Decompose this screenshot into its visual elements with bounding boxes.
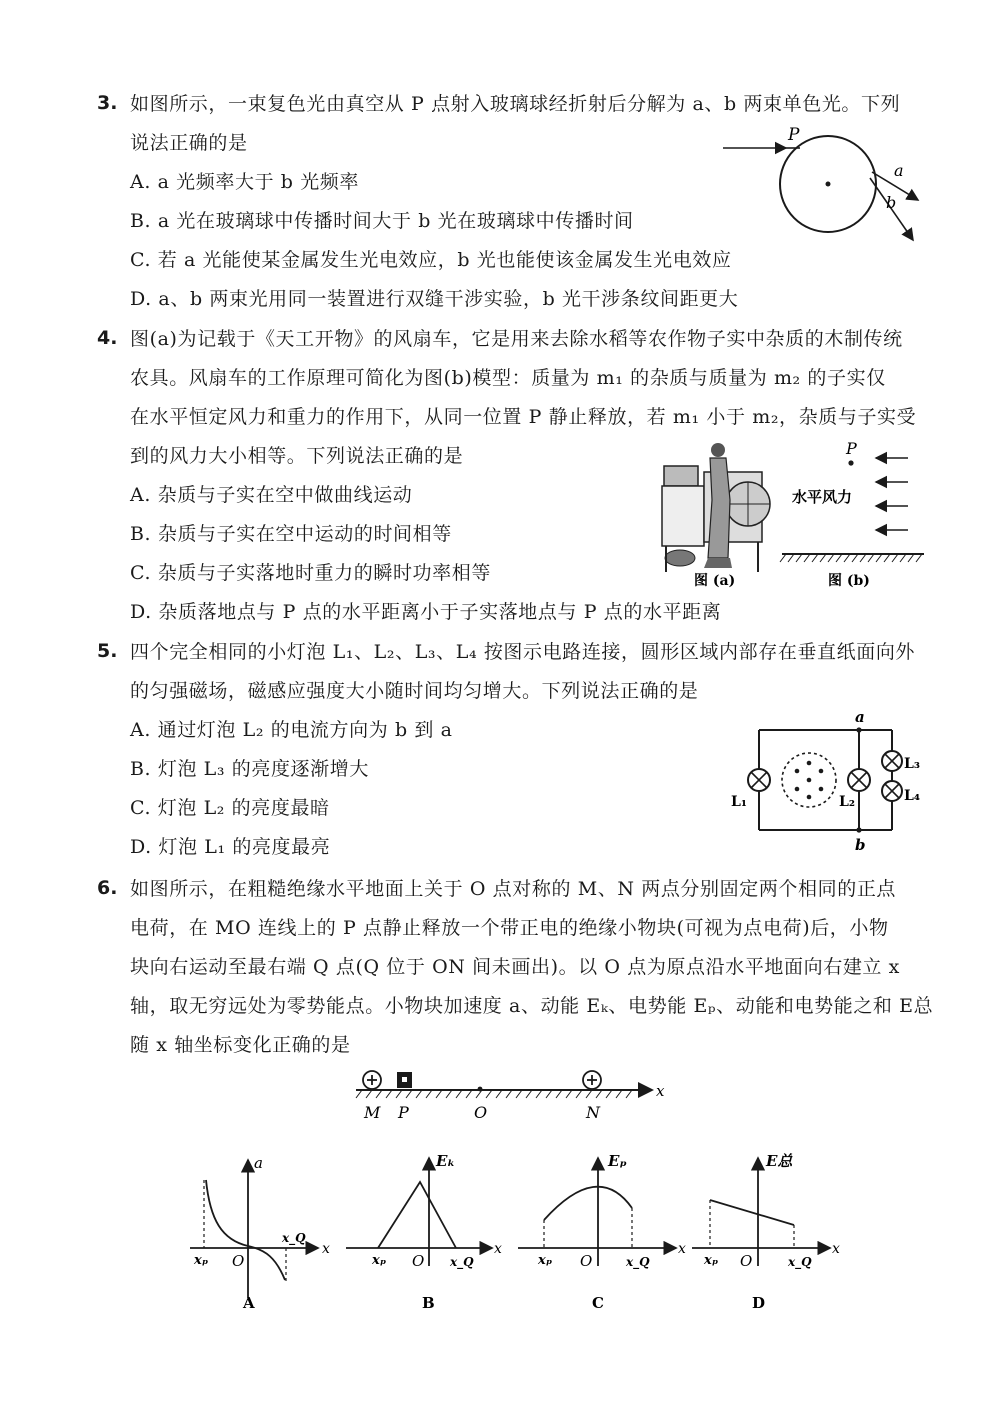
point-p-label: P xyxy=(398,1103,409,1122)
ray-a-label: a xyxy=(894,161,904,180)
question-6-number: 6. xyxy=(97,877,118,899)
question-3-option-d: D. a、b 两束光用同一装置进行双缝干涉实验，b 光干涉条纹间距更大 xyxy=(130,288,739,310)
figure-a-caption: 图 (a) xyxy=(694,573,736,589)
graph-c xyxy=(516,1150,686,1310)
question-3-stem-line-2: 说法正确的是 xyxy=(130,132,248,154)
question-3-option-a: A. a 光频率大于 b 光频率 xyxy=(130,171,360,193)
ray-b-label: b xyxy=(886,193,897,212)
node-a-label: a xyxy=(855,708,865,726)
graph-b-o-label: O xyxy=(412,1252,425,1270)
field-dots xyxy=(795,761,824,800)
origin-o-dot xyxy=(478,1087,483,1092)
point-m-label: M xyxy=(364,1103,381,1122)
question-3-glass-sphere-figure xyxy=(718,122,948,282)
figure-b-caption: 图 (b) xyxy=(828,573,870,589)
lamp-l3-label: L₃ xyxy=(904,756,920,772)
question-4-option-c: C. 杂质与子实落地时重力的瞬时功率相等 xyxy=(130,562,491,584)
block-at-p xyxy=(397,1072,412,1088)
graph-b-xq-label: x_Q xyxy=(450,1255,474,1269)
graph-d-curve xyxy=(710,1200,794,1225)
question-4-stem-line-2: 农具。风扇车的工作原理可简化为图(b)模型：质量为 m₁ 的杂质与质量为 m₂ 的子实仅 xyxy=(130,367,886,389)
question-6-charge-layout-figure xyxy=(352,1066,672,1126)
wind-label: 水平风力 xyxy=(792,488,853,506)
graph-d-y-label: E总 xyxy=(766,1152,793,1170)
lamp-l2 xyxy=(848,769,870,791)
graph-d xyxy=(690,1150,850,1310)
question-4-wind-model-figure-b xyxy=(778,439,928,589)
lamp-l1-label: L₁ xyxy=(731,794,747,810)
point-n-label: N xyxy=(586,1103,600,1122)
graph-a-x-label: x xyxy=(322,1241,330,1257)
question-5-number: 5. xyxy=(97,640,118,662)
question-4-winnower-figure-a xyxy=(658,440,778,589)
graph-a-xp-label: xₚ xyxy=(194,1253,209,1268)
question-5-stem-line-1: 四个完全相同的小灯泡 L₁、L₂、L₃、L₄ 按图示电路连接，圆形区域内部存在垂直纸面向外 xyxy=(130,641,916,663)
question-6-stem-line-1: 如图所示，在粗糙绝缘水平地面上关于 O 点对称的 M、N 两点分别固定两个相同的正点 xyxy=(130,878,897,900)
question-3-stem-line-1: 如图所示，一束复色光由真空从 P 点射入玻璃球经折射后分解为 a、b 两束单色光。下列 xyxy=(130,93,901,115)
graph-c-xp-label: xₚ xyxy=(538,1253,553,1268)
charge-m xyxy=(363,1071,381,1089)
question-5-circuit-figure xyxy=(727,708,927,858)
lamp-l1 xyxy=(748,769,770,791)
graph-a-y-label: a xyxy=(254,1154,263,1172)
graph-b-y-label: Eₖ xyxy=(436,1152,456,1170)
graph-b-x-label: x xyxy=(494,1241,502,1257)
charge-n xyxy=(583,1071,601,1089)
graph-b-curve xyxy=(378,1182,456,1248)
graph-b-option-label: B xyxy=(422,1294,435,1312)
release-point-p xyxy=(848,460,853,465)
question-5-option-a: A. 通过灯泡 L₂ 的电流方向为 b 到 a xyxy=(130,719,453,741)
question-6-stem-line-5: 随 x 轴坐标变化正确的是 xyxy=(130,1034,351,1056)
graph-c-x-label: x xyxy=(678,1241,686,1257)
graph-d-xp-label: xₚ xyxy=(704,1253,719,1268)
graph-b xyxy=(344,1150,504,1310)
point-p-label: P xyxy=(788,125,800,145)
lamp-l2-label: L₂ xyxy=(839,794,855,810)
graph-b-xp-label: xₚ xyxy=(372,1253,387,1268)
question-3-option-b: B. a 光在玻璃球中传播时间大于 b 光在玻璃球中传播时间 xyxy=(130,210,634,232)
graph-d-option-label: D xyxy=(752,1294,766,1312)
question-4-option-b: B. 杂质与子实在空中运动的时间相等 xyxy=(130,523,452,545)
question-6-stem-line-3: 块向右运动至最右端 Q 点(Q 位于 ON 间未画出)。以 O 点为原点沿水平地面向右建立 x xyxy=(130,956,900,978)
question-5-stem-line-2: 的匀强磁场，磁感应强度大小随时间均匀增大。下列说法正确的是 xyxy=(130,680,699,702)
graph-c-option-label: C xyxy=(592,1294,604,1312)
point-o-label: O xyxy=(474,1103,488,1122)
node-b-label: b xyxy=(855,836,866,854)
graph-c-y-label: Eₚ xyxy=(608,1152,627,1170)
graph-a-xq-label: x_Q xyxy=(282,1231,306,1245)
question-5-option-d: D. 灯泡 L₁ 的亮度最亮 xyxy=(130,836,331,858)
graph-a xyxy=(188,1150,338,1310)
lamp-l3 xyxy=(882,751,902,771)
point-p-label: P xyxy=(846,439,857,458)
x-axis-label: x xyxy=(656,1082,665,1100)
graph-c-xq-label: x_Q xyxy=(626,1255,650,1269)
lamp-l4-label: L₄ xyxy=(904,788,920,804)
question-4-stem-line-4: 到的风力大小相等。下列说法正确的是 xyxy=(130,445,464,467)
question-6-stem-line-2: 电荷，在 MO 连线上的 P 点静止释放一个带正电的绝缘小物块(可视为点电荷)后，小物 xyxy=(130,917,889,939)
graph-a-o-label: O xyxy=(232,1252,245,1270)
graph-c-o-label: O xyxy=(580,1252,593,1270)
question-4-option-a: A. 杂质与子实在空中做曲线运动 xyxy=(130,484,413,506)
question-3-number: 3. xyxy=(97,92,118,114)
sphere-center-dot xyxy=(826,182,831,187)
graph-c-curve xyxy=(544,1187,632,1220)
question-5-option-c: C. 灯泡 L₂ 的亮度最暗 xyxy=(130,797,330,819)
question-4-stem-line-1: 图(a)为记载于《天工开物》的风扇车，它是用来去除水稻等农作物子实中杂质的木制传统 xyxy=(130,328,903,350)
question-6-stem-line-4: 轴，取无穷远处为零势能点。小物块加速度 a、动能 Eₖ、电势能 Eₚ、动能和电势能之和 E总 xyxy=(130,995,934,1017)
question-5-option-b: B. 灯泡 L₃ 的亮度逐渐增大 xyxy=(130,758,369,780)
lamp-l4 xyxy=(882,781,902,801)
question-3-option-c: C. 若 a 光能使某金属发生光电效应，b 光也能使该金属发生光电效应 xyxy=(130,249,732,271)
question-4-option-d: D. 杂质落地点与 P 点的水平距离小于子实落地点与 P 点的水平距离 xyxy=(130,601,722,623)
graph-a-curve xyxy=(206,1180,285,1280)
question-4-number: 4. xyxy=(97,327,118,349)
graph-d-o-label: O xyxy=(740,1252,753,1270)
graph-a-option-label: A xyxy=(243,1294,255,1312)
graph-d-xq-label: x_Q xyxy=(788,1255,812,1269)
graph-d-x-label: x xyxy=(832,1241,840,1257)
question-4-stem-line-3: 在水平恒定风力和重力的作用下，从同一位置 P 静止释放，若 m₁ 小于 m₂，杂质与子实受 xyxy=(130,406,917,428)
